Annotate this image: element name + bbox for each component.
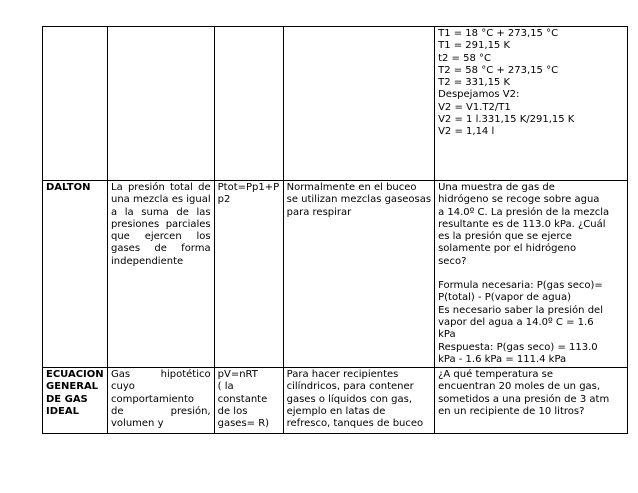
cell-text-line: P(total) - P(vapor de agua)	[438, 292, 572, 304]
cell-text-line: gases o líquidos con gas,	[286, 393, 413, 405]
cell-text-line: kPa - 1.6 kPa = 111.4 kPa	[438, 353, 567, 365]
cell-text-line: vapor del agua a 14.0º C = 1.6	[438, 316, 594, 328]
cell-text-line: ECUACION	[46, 369, 104, 381]
formula-cell	[214, 368, 283, 434]
cell-text-line: Para hacer recipientes	[286, 369, 399, 381]
cell-text-line: V2 = 1,14 l	[438, 126, 495, 138]
cell-text-line: a la suma de las	[111, 206, 211, 218]
cell-text-line: es la presión que se ejerce	[438, 231, 572, 243]
cell-text-line: Gas hipotético	[111, 369, 211, 381]
cell-text-line: T2 = 331,15 K	[438, 77, 511, 89]
cell-text-line: V2 = V1.T2/T1	[438, 101, 511, 113]
cell-text-line: presiones parciales	[111, 218, 211, 230]
cell-text-line: ( la	[217, 381, 234, 393]
cell-text-line: de los	[217, 406, 248, 418]
table-row	[43, 181, 628, 368]
cell-text-line: constante	[217, 393, 268, 405]
cell-text-line: Respuesta: P(gas seco) = 113.0	[438, 341, 598, 353]
definition-cell	[108, 368, 215, 434]
cell-text-line: DALTON	[46, 182, 91, 193]
cell-text-line: kPa	[438, 329, 456, 341]
cell-text-line: T1 = 18 °C + 273,15 °C	[438, 28, 559, 39]
cell-text-line: para respirar	[286, 206, 352, 218]
cell-text-line: T1 = 291,15 K	[438, 40, 511, 52]
example-cell	[435, 181, 628, 368]
example-cell	[435, 368, 628, 434]
gas-laws-table	[42, 26, 628, 434]
cell-text-line: t2 = 58 °C	[438, 52, 491, 64]
cell-text-line: independiente	[111, 255, 184, 267]
cell-text-line: Es necesario saber la presión del	[438, 304, 603, 316]
cell-text-line: gases de forma	[111, 243, 211, 255]
law-cell	[43, 368, 108, 434]
cell-text-line: La presión total de	[111, 182, 211, 193]
cell-text-line: seco?	[438, 255, 467, 267]
formula-cell	[214, 181, 283, 368]
cell-text-line: Una muestra de gas de	[438, 182, 555, 193]
table-row	[43, 368, 628, 434]
cell-text-line: encuentran 20 moles de un gas,	[438, 381, 601, 393]
cell-text-line: se utilizan mezclas gaseosas	[286, 194, 432, 206]
cell-text-line: T2 = 58 °C + 273,15 °C	[438, 64, 559, 76]
cell-text-line: en un recipiente de 10 litros?	[438, 406, 585, 418]
cell-text-line: de presión,	[111, 406, 211, 418]
application-cell	[283, 181, 434, 368]
cell-text-line: hidrógeno se recoge sobre agua	[438, 194, 600, 206]
cell-text-line: Despejamos V2:	[438, 89, 520, 101]
cell-text-line: a 14.0º C. La presión de la mezcla	[438, 206, 610, 218]
law-cell	[43, 27, 108, 181]
cell-text-line: volumen y	[111, 418, 164, 430]
application-cell	[283, 368, 434, 434]
cell-text-line: una mezcla es igual	[111, 194, 211, 206]
cell-text-line: Ptot=Pp1+P	[217, 182, 280, 193]
cell-text-line: que ejercen los	[111, 231, 211, 243]
application-cell	[283, 27, 434, 181]
definition-cell	[108, 181, 215, 368]
table-body	[43, 27, 628, 434]
cell-text-line: V2 = 1 l.331,15 K/291,15 K	[438, 114, 575, 126]
cell-text-line: ejemplo en latas de	[286, 406, 386, 418]
cell-text-line: sometidos a una presión de 3 atm	[438, 393, 610, 405]
cell-text-line: GENERAL	[46, 381, 99, 393]
formula-cell	[214, 27, 283, 181]
table-row	[43, 27, 628, 181]
cell-text-line: Formula necesaria: P(gas seco)=	[438, 280, 603, 292]
cell-text-line: Normalmente en el buceo	[286, 182, 417, 193]
cell-text-line: DE GAS	[46, 393, 88, 405]
definition-cell	[108, 27, 215, 181]
cell-text-line: cuyo	[111, 381, 135, 393]
blank-line	[438, 268, 624, 280]
example-cell	[435, 27, 628, 181]
cell-text-line: p2	[217, 194, 231, 206]
cell-text-line: IDEAL	[46, 406, 79, 418]
cell-text-line: refresco, tanques de buceo	[286, 418, 424, 430]
cell-text-line: solamente por el hidrógeno	[438, 243, 577, 255]
cell-text-line: gases= R)	[217, 418, 270, 430]
cell-text-line: resultante es de 113.0 kPa. ¿Cuál	[438, 218, 606, 230]
cell-text-line: ¿A qué temperatura se	[438, 369, 554, 381]
law-cell	[43, 181, 108, 368]
cell-text-line: cilíndricos, para contener	[286, 381, 414, 393]
cell-text-line: comportamiento	[111, 393, 195, 405]
cell-text-line: pV=nRT	[217, 369, 258, 381]
